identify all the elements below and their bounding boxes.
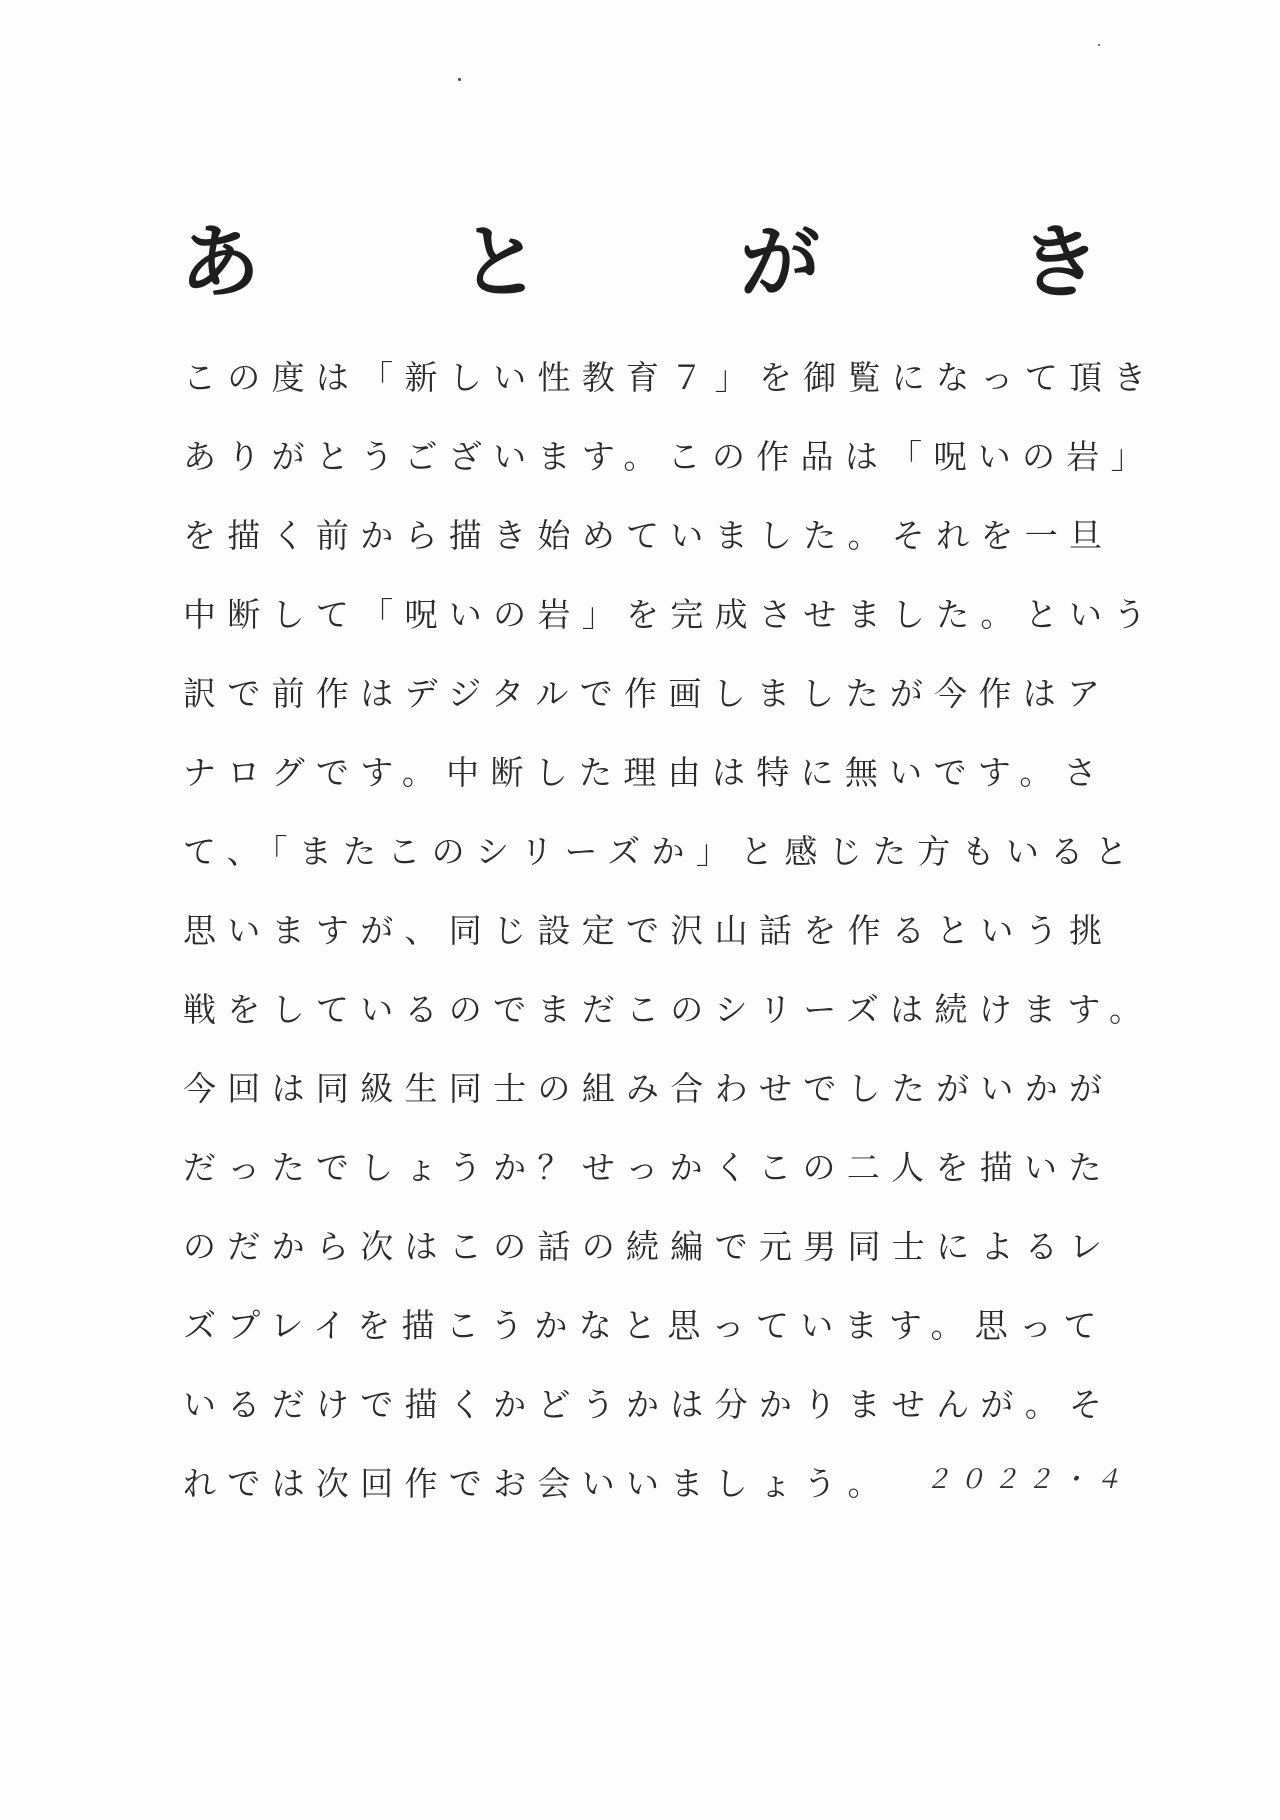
text-line: ありがとうございます。この作品は「呪いの岩」: [183, 437, 1155, 476]
page-title: [180, 215, 1100, 309]
title-char: と: [460, 215, 540, 309]
text-line: ズプレイを描こうかなと思っています。思って: [183, 1306, 1108, 1345]
text-line: いるだけで描くかどうかは分かりませんが。そ: [183, 1385, 1114, 1424]
text-line: を描く前から描き始めていました。それを一旦: [183, 516, 1114, 555]
paper-speck: [458, 78, 461, 81]
title-char: あ: [180, 215, 260, 309]
text-line: れでは次回作でお会いいましょう。: [183, 1464, 892, 1503]
title-char: き: [1020, 215, 1100, 309]
text-line: だったでしょうか？せっかくこの二人を描いた: [183, 1148, 1113, 1187]
text-line: 思いますが、同じ設定で沢山話を作るという挑: [183, 911, 1114, 950]
paper-speck: [1098, 44, 1100, 46]
date-signature: ２０２２・４: [925, 1465, 1130, 1495]
text-line: 今回は同級生同士の組み合わせでしたがいかが: [183, 1069, 1114, 1108]
text-line: ナログです。中断した理由は特に無いです。さ: [183, 753, 1109, 792]
text-line: この度は「新しい性教育７」を御覧になって頂き: [183, 358, 1158, 397]
text-line: のだから次はこの話の続編で元男同士によるレ: [183, 1227, 1114, 1266]
text-line: 戦をしているのでまだこのシリーズは続けます。: [183, 990, 1154, 1029]
afterword-body: [183, 338, 1158, 1523]
text-line: て、「またこのシリーズか」と感じた方もいると: [183, 832, 1139, 871]
text-line: 訳で前作はデジタルで作画しましたが今作はア: [183, 674, 1112, 713]
title-char: が: [740, 215, 820, 309]
text-line: 中断して「呪いの岩」を完成させました。という: [183, 595, 1158, 634]
